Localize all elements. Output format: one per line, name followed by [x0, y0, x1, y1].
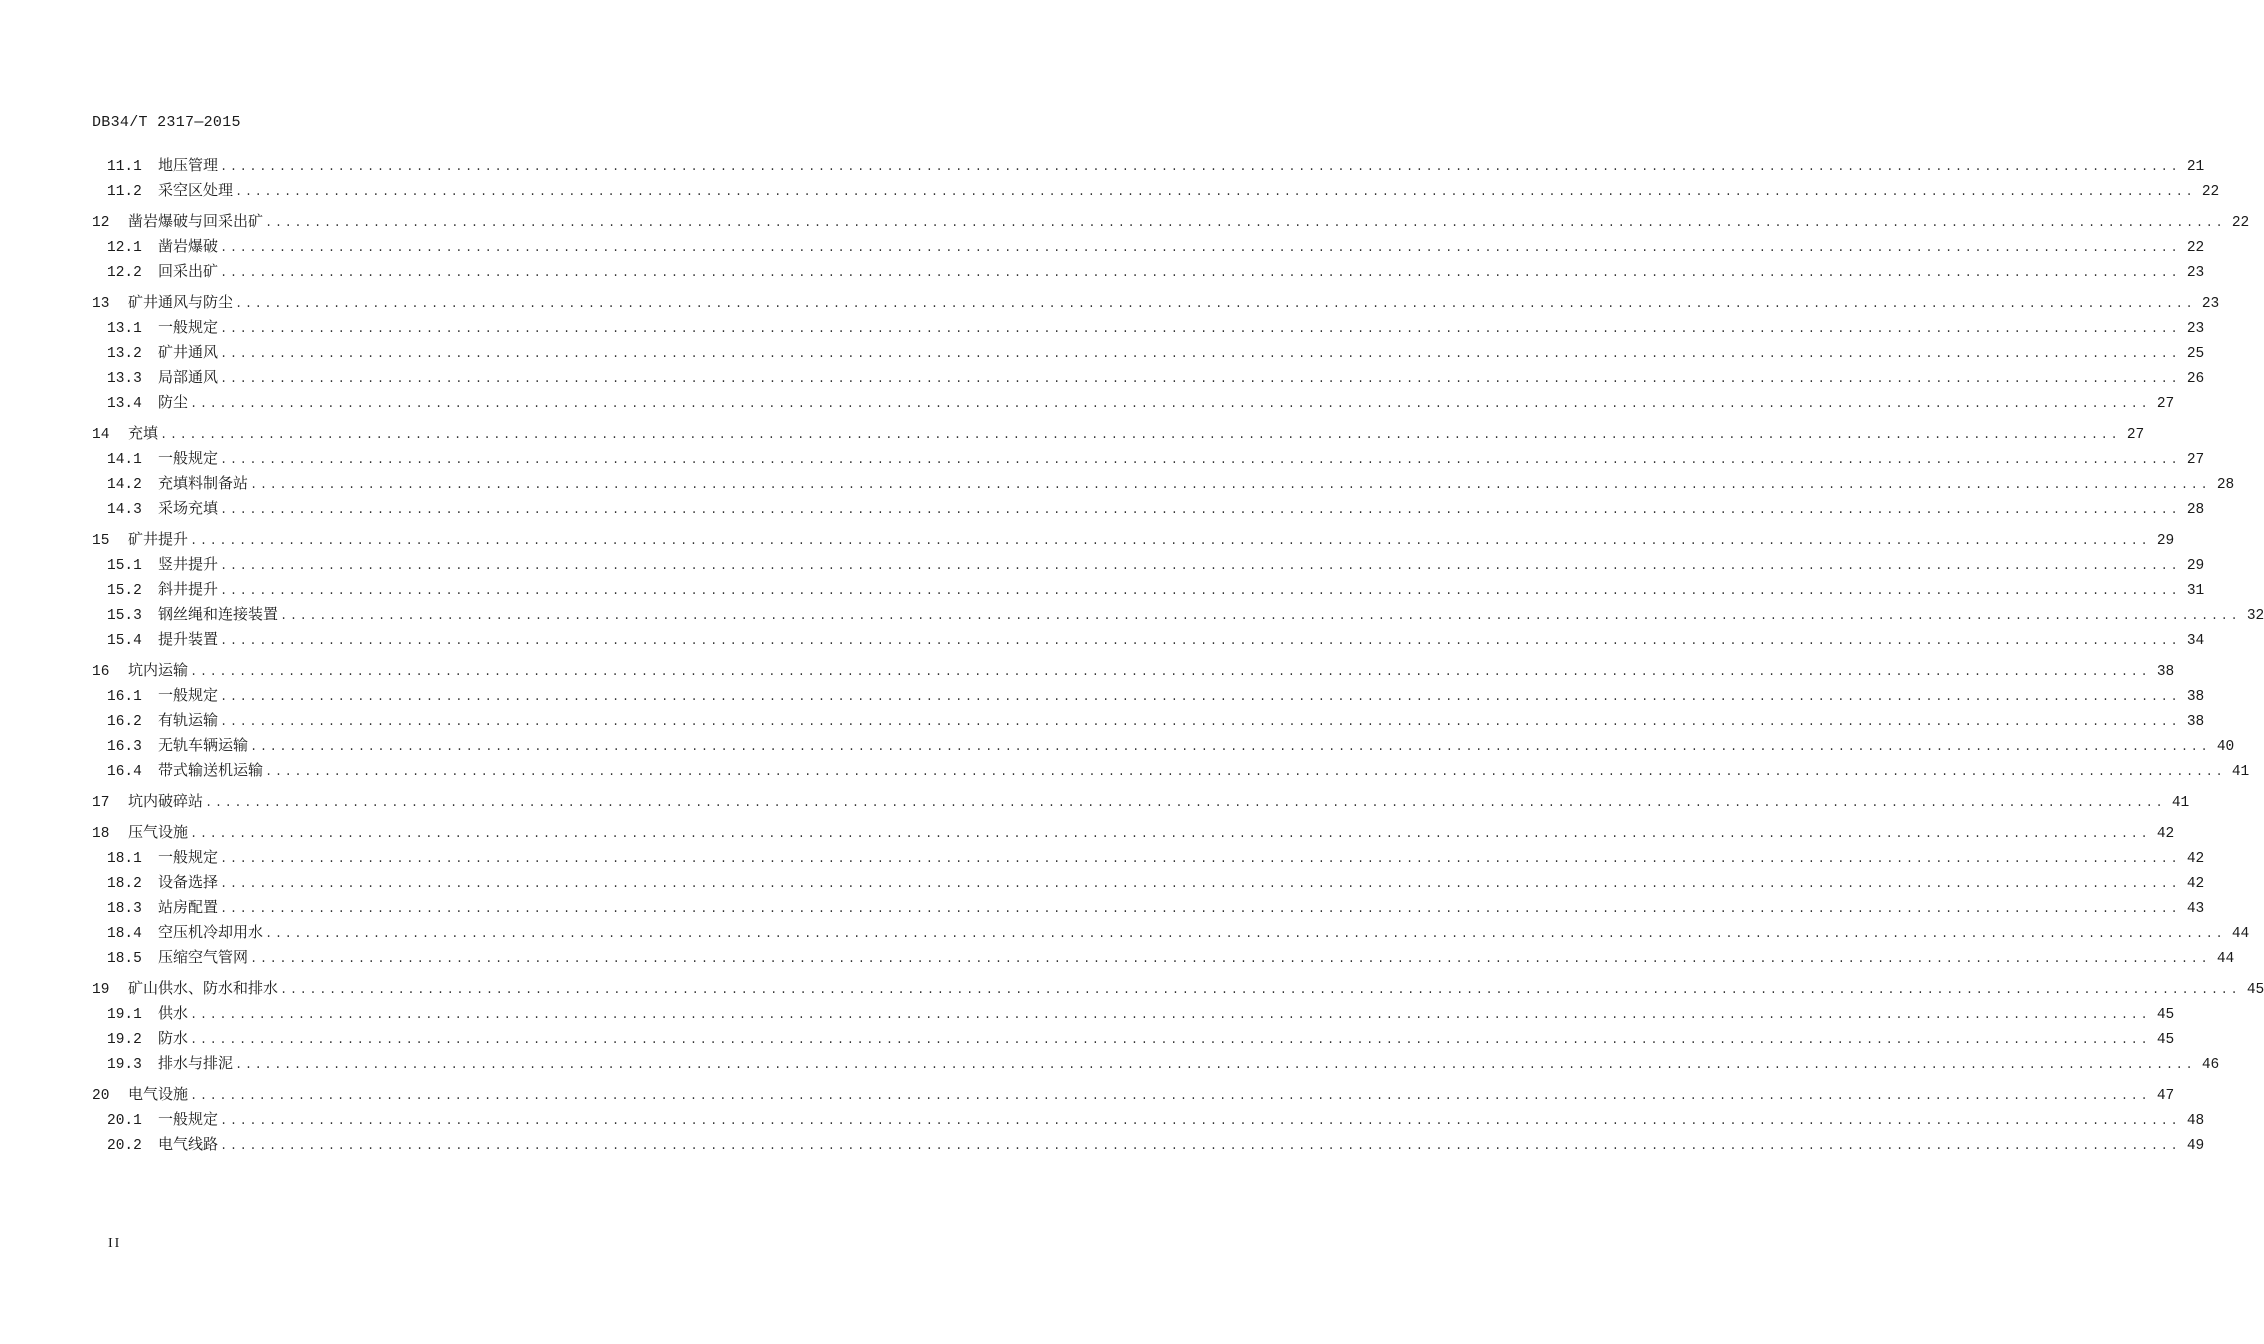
- page-number: II: [108, 1236, 122, 1251]
- dot-leader: ........................................................................................................................................................................................................: [220, 715, 2181, 729]
- toc-entry-title: 一般规定: [158, 686, 219, 704]
- document-number: DB34/T 2317—2015: [92, 114, 241, 131]
- dot-leader: ........................................................................................................................................................................................................: [220, 690, 2181, 704]
- dot-leader: ........................................................................................................................................................................................................: [235, 297, 2196, 311]
- toc-entry-number: 11.2: [107, 184, 142, 200]
- dot-leader: ........................................................................................................................................................................................................: [220, 347, 2181, 361]
- toc-entry[interactable]: [92, 1082, 2175, 1107]
- toc-entry-number: 14.1: [107, 452, 142, 468]
- toc-entry[interactable]: [92, 234, 2205, 259]
- toc-entry-title: 防水: [158, 1029, 189, 1047]
- toc-entry-title: 压气设施: [128, 823, 189, 841]
- toc-entry-number: 16.3: [107, 739, 142, 755]
- toc-entry[interactable]: [92, 758, 2250, 783]
- toc-entry[interactable]: [92, 552, 2205, 577]
- toc-entry-page: 48: [2186, 1113, 2205, 1129]
- toc-entry[interactable]: [92, 446, 2205, 471]
- toc-entry[interactable]: [92, 870, 2205, 895]
- toc-entry-page: 38: [2186, 714, 2205, 730]
- toc-entry-title: 一般规定: [158, 449, 219, 467]
- toc-entry-page: 38: [2156, 664, 2175, 680]
- toc-entry-page: 43: [2186, 901, 2205, 917]
- toc-entry-page: 21: [2186, 159, 2205, 175]
- toc-entry-page: 27: [2186, 452, 2205, 468]
- toc-entry-page: 42: [2156, 826, 2175, 842]
- dot-leader: ........................................................................................................................................................................................................: [220, 559, 2181, 573]
- toc-entry-page: 25: [2186, 346, 2205, 362]
- toc-entry-number: 18.3: [107, 901, 142, 917]
- dot-leader: ........................................................................................................................................................................................................: [250, 478, 2211, 492]
- toc-entry[interactable]: [92, 421, 2145, 446]
- toc-entry[interactable]: [92, 290, 2220, 315]
- toc-entry-number: 12.1: [107, 240, 142, 256]
- toc-entry-page: 23: [2186, 321, 2205, 337]
- toc-entry-title: 矿井通风: [158, 343, 219, 361]
- toc-entry-title: 排水与排泥: [158, 1054, 234, 1072]
- toc-entry[interactable]: [92, 895, 2205, 920]
- toc-entry-page: 22: [2186, 240, 2205, 256]
- toc-entry-number: 19.2: [107, 1032, 142, 1048]
- toc-entry-number: 12: [92, 215, 110, 231]
- toc-entry-page: 31: [2186, 583, 2205, 599]
- dot-leader: ........................................................................................................................................................................................................: [280, 983, 2241, 997]
- toc-entry-page: 23: [2201, 296, 2220, 312]
- toc-entry-number: 15.3: [107, 608, 142, 624]
- toc-entry-page: 42: [2186, 876, 2205, 892]
- toc-entry-number: 13.3: [107, 371, 142, 387]
- toc-entry[interactable]: [92, 496, 2205, 521]
- toc-entry[interactable]: [92, 1051, 2220, 1076]
- toc-entry-number: 13.4: [107, 396, 142, 412]
- toc-entry-page: 34: [2186, 633, 2205, 649]
- toc-entry-title: 充填: [128, 424, 159, 442]
- toc-entry-page: 46: [2201, 1057, 2220, 1073]
- toc-entry-page: 42: [2186, 851, 2205, 867]
- toc-entry-number: 13: [92, 296, 110, 312]
- toc-entry[interactable]: [92, 315, 2205, 340]
- toc-entry-title: 坑内运输: [128, 661, 189, 679]
- toc-entry-title: 充填料制备站: [158, 474, 249, 492]
- toc-entry[interactable]: [92, 820, 2175, 845]
- dot-leader: ........................................................................................................................................................................................................: [220, 877, 2181, 891]
- toc-entry[interactable]: [92, 1107, 2205, 1132]
- toc-entry[interactable]: [92, 259, 2205, 284]
- toc-entry[interactable]: [92, 733, 2235, 758]
- toc-entry-page: 32: [2246, 608, 2264, 624]
- toc-entry-page: 45: [2156, 1032, 2175, 1048]
- toc-entry-number: 13.2: [107, 346, 142, 362]
- toc-entry-title: 回采出矿: [158, 262, 219, 280]
- dot-leader: ........................................................................................................................................................................................................: [265, 765, 2226, 779]
- toc-entry-page: 47: [2156, 1088, 2175, 1104]
- toc-entry[interactable]: [92, 340, 2205, 365]
- toc-entry-title: 空压机冷却用水: [158, 923, 264, 941]
- toc-entry-number: 18.5: [107, 951, 142, 967]
- toc-entry-title: 电气设施: [128, 1085, 189, 1103]
- toc-entry-page: 27: [2156, 396, 2175, 412]
- toc-entry-page: 49: [2186, 1138, 2205, 1154]
- dot-leader: ........................................................................................................................................................................................................: [220, 453, 2181, 467]
- dot-leader: ........................................................................................................................................................................................................: [280, 609, 2241, 623]
- toc-entry-number: 11.1: [107, 159, 142, 175]
- dot-leader: ........................................................................................................................................................................................................: [190, 397, 2151, 411]
- toc-entry-page: 29: [2156, 533, 2175, 549]
- toc-entry[interactable]: [92, 1026, 2175, 1051]
- toc-entry[interactable]: [92, 178, 2220, 203]
- dot-leader: ........................................................................................................................................................................................................: [220, 241, 2181, 255]
- toc-entry-page: 38: [2186, 689, 2205, 705]
- toc-entry-title: 斜井提升: [158, 580, 219, 598]
- toc-entry[interactable]: [92, 527, 2175, 552]
- toc-entry-number: 16.2: [107, 714, 142, 730]
- toc-entry[interactable]: [92, 577, 2205, 602]
- toc-entry-title: 电气线路: [158, 1135, 219, 1153]
- toc-entry[interactable]: [92, 789, 2190, 814]
- dot-leader: ........................................................................................................................................................................................................: [220, 634, 2181, 648]
- toc-entry[interactable]: [92, 845, 2205, 870]
- toc-entry-title: 有轨运输: [158, 711, 219, 729]
- toc-entry[interactable]: [92, 683, 2205, 708]
- toc-entry-title: 矿井提升: [128, 530, 189, 548]
- toc-entry-title: 竖井提升: [158, 555, 219, 573]
- toc-entry[interactable]: [92, 708, 2205, 733]
- toc-entry-page: 45: [2156, 1007, 2175, 1023]
- toc-entry-title: 矿山供水、防水和排水: [128, 979, 279, 997]
- toc-entry-number: 12.2: [107, 265, 142, 281]
- toc-entry-number: 20.1: [107, 1113, 142, 1129]
- toc-entry[interactable]: [92, 920, 2250, 945]
- dot-leader: ........................................................................................................................................................................................................: [190, 1008, 2151, 1022]
- toc-entry-page: 44: [2231, 926, 2250, 942]
- toc-entry-title: 一般规定: [158, 848, 219, 866]
- toc-entry-title: 钢丝绳和连接装置: [158, 605, 279, 623]
- toc-entry-page: 26: [2186, 371, 2205, 387]
- dot-leader: ........................................................................................................................................................................................................: [220, 852, 2181, 866]
- dot-leader: ........................................................................................................................................................................................................: [235, 1058, 2196, 1072]
- toc-entry-title: 压缩空气管网: [158, 948, 249, 966]
- toc-entry-number: 17: [92, 795, 110, 811]
- toc-entry-title: 供水: [158, 1004, 189, 1022]
- toc-entry-page: 28: [2186, 502, 2205, 518]
- dot-leader: ........................................................................................................................................................................................................: [220, 372, 2181, 386]
- dot-leader: ........................................................................................................................................................................................................: [220, 503, 2181, 517]
- toc-entry-title: 地压管理: [158, 156, 219, 174]
- toc-entry-number: 13.1: [107, 321, 142, 337]
- dot-leader: ........................................................................................................................................................................................................: [190, 1033, 2151, 1047]
- toc-entry-page: 45: [2246, 982, 2264, 998]
- toc-entry[interactable]: [92, 658, 2175, 683]
- dot-leader: ........................................................................................................................................................................................................: [190, 827, 2151, 841]
- dot-leader: ........................................................................................................................................................................................................: [205, 796, 2166, 810]
- toc-entry[interactable]: [92, 976, 2264, 1001]
- toc-entry-page: 40: [2216, 739, 2235, 755]
- dot-leader: ........................................................................................................................................................................................................: [250, 740, 2211, 754]
- dot-leader: ........................................................................................................................................................................................................: [190, 665, 2151, 679]
- toc-entry-number: 15.4: [107, 633, 142, 649]
- toc-entry[interactable]: [92, 945, 2235, 970]
- dot-leader: ........................................................................................................................................................................................................: [160, 428, 2121, 442]
- toc-entry-number: 19: [92, 982, 110, 998]
- toc-entry-page: 27: [2126, 427, 2145, 443]
- dot-leader: ........................................................................................................................................................................................................: [235, 185, 2196, 199]
- dot-leader: ........................................................................................................................................................................................................: [250, 952, 2211, 966]
- toc-entry-page: 41: [2171, 795, 2190, 811]
- dot-leader: ........................................................................................................................................................................................................: [265, 216, 2226, 230]
- toc-entry[interactable]: [92, 209, 2250, 234]
- dot-leader: ........................................................................................................................................................................................................: [190, 1089, 2151, 1103]
- dot-leader: ........................................................................................................................................................................................................: [220, 160, 2181, 174]
- toc-entry-number: 14: [92, 427, 110, 443]
- toc-entry-number: 16.4: [107, 764, 142, 780]
- toc-entry-number: 18.2: [107, 876, 142, 892]
- toc-entry-number: 20: [92, 1088, 110, 1104]
- toc-entry-title: 采场充填: [158, 499, 219, 517]
- toc-entry-number: 14.3: [107, 502, 142, 518]
- dot-leader: ........................................................................................................................................................................................................: [190, 534, 2151, 548]
- toc-entry-title: 坑内破碎站: [128, 792, 204, 810]
- toc-entry-number: 18.1: [107, 851, 142, 867]
- toc-entry-number: 19.1: [107, 1007, 142, 1023]
- toc-entry[interactable]: [92, 153, 2205, 178]
- dot-leader: ........................................................................................................................................................................................................: [220, 902, 2181, 916]
- toc-entry-number: 15.2: [107, 583, 142, 599]
- toc-entry-number: 16: [92, 664, 110, 680]
- toc-entry[interactable]: [92, 1132, 2205, 1157]
- toc-entry[interactable]: [92, 1001, 2175, 1026]
- toc-entry-title: 设备选择: [158, 873, 219, 891]
- toc-entry-page: 41: [2231, 764, 2250, 780]
- toc-entry-page: 23: [2186, 265, 2205, 281]
- toc-entry-title: 局部通风: [158, 368, 219, 386]
- toc-entry-number: 16.1: [107, 689, 142, 705]
- dot-leader: ........................................................................................................................................................................................................: [220, 322, 2181, 336]
- toc-entry[interactable]: [92, 365, 2205, 390]
- toc-entry-number: 19.3: [107, 1057, 142, 1073]
- dot-leader: ........................................................................................................................................................................................................: [220, 584, 2181, 598]
- toc-entry-title: 一般规定: [158, 318, 219, 336]
- toc-entry-title: 防尘: [158, 393, 189, 411]
- toc-entry-page: 29: [2186, 558, 2205, 574]
- toc-entry-title: 无轨车辆运输: [158, 736, 249, 754]
- table-of-contents: [92, 153, 2264, 1157]
- toc-entry-page: 22: [2201, 184, 2220, 200]
- toc-entry[interactable]: [92, 627, 2205, 652]
- toc-entry-number: 15.1: [107, 558, 142, 574]
- toc-entry[interactable]: [92, 602, 2264, 627]
- toc-entry-number: 18: [92, 826, 110, 842]
- toc-entry-page: 44: [2216, 951, 2235, 967]
- toc-entry[interactable]: [92, 390, 2175, 415]
- toc-entry-page: 28: [2216, 477, 2235, 493]
- toc-entry-number: 15: [92, 533, 110, 549]
- toc-entry-number: 14.2: [107, 477, 142, 493]
- toc-entry[interactable]: [92, 471, 2235, 496]
- toc-entry-title: 凿岩爆破与回采出矿: [128, 212, 264, 230]
- toc-entry-page: 22: [2231, 215, 2250, 231]
- dot-leader: ........................................................................................................................................................................................................: [265, 927, 2226, 941]
- toc-entry-title: 采空区处理: [158, 181, 234, 199]
- toc-entry-title: 提升装置: [158, 630, 219, 648]
- dot-leader: ........................................................................................................................................................................................................: [220, 1139, 2181, 1153]
- toc-entry-title: 凿岩爆破: [158, 237, 219, 255]
- dot-leader: ........................................................................................................................................................................................................: [220, 1114, 2181, 1128]
- toc-entry-number: 20.2: [107, 1138, 142, 1154]
- toc-entry-title: 站房配置: [158, 898, 219, 916]
- toc-entry-number: 18.4: [107, 926, 142, 942]
- toc-entry-title: 矿井通风与防尘: [128, 293, 234, 311]
- toc-entry-title: 一般规定: [158, 1110, 219, 1128]
- toc-entry-title: 带式输送机运输: [158, 761, 264, 779]
- dot-leader: ........................................................................................................................................................................................................: [220, 266, 2181, 280]
